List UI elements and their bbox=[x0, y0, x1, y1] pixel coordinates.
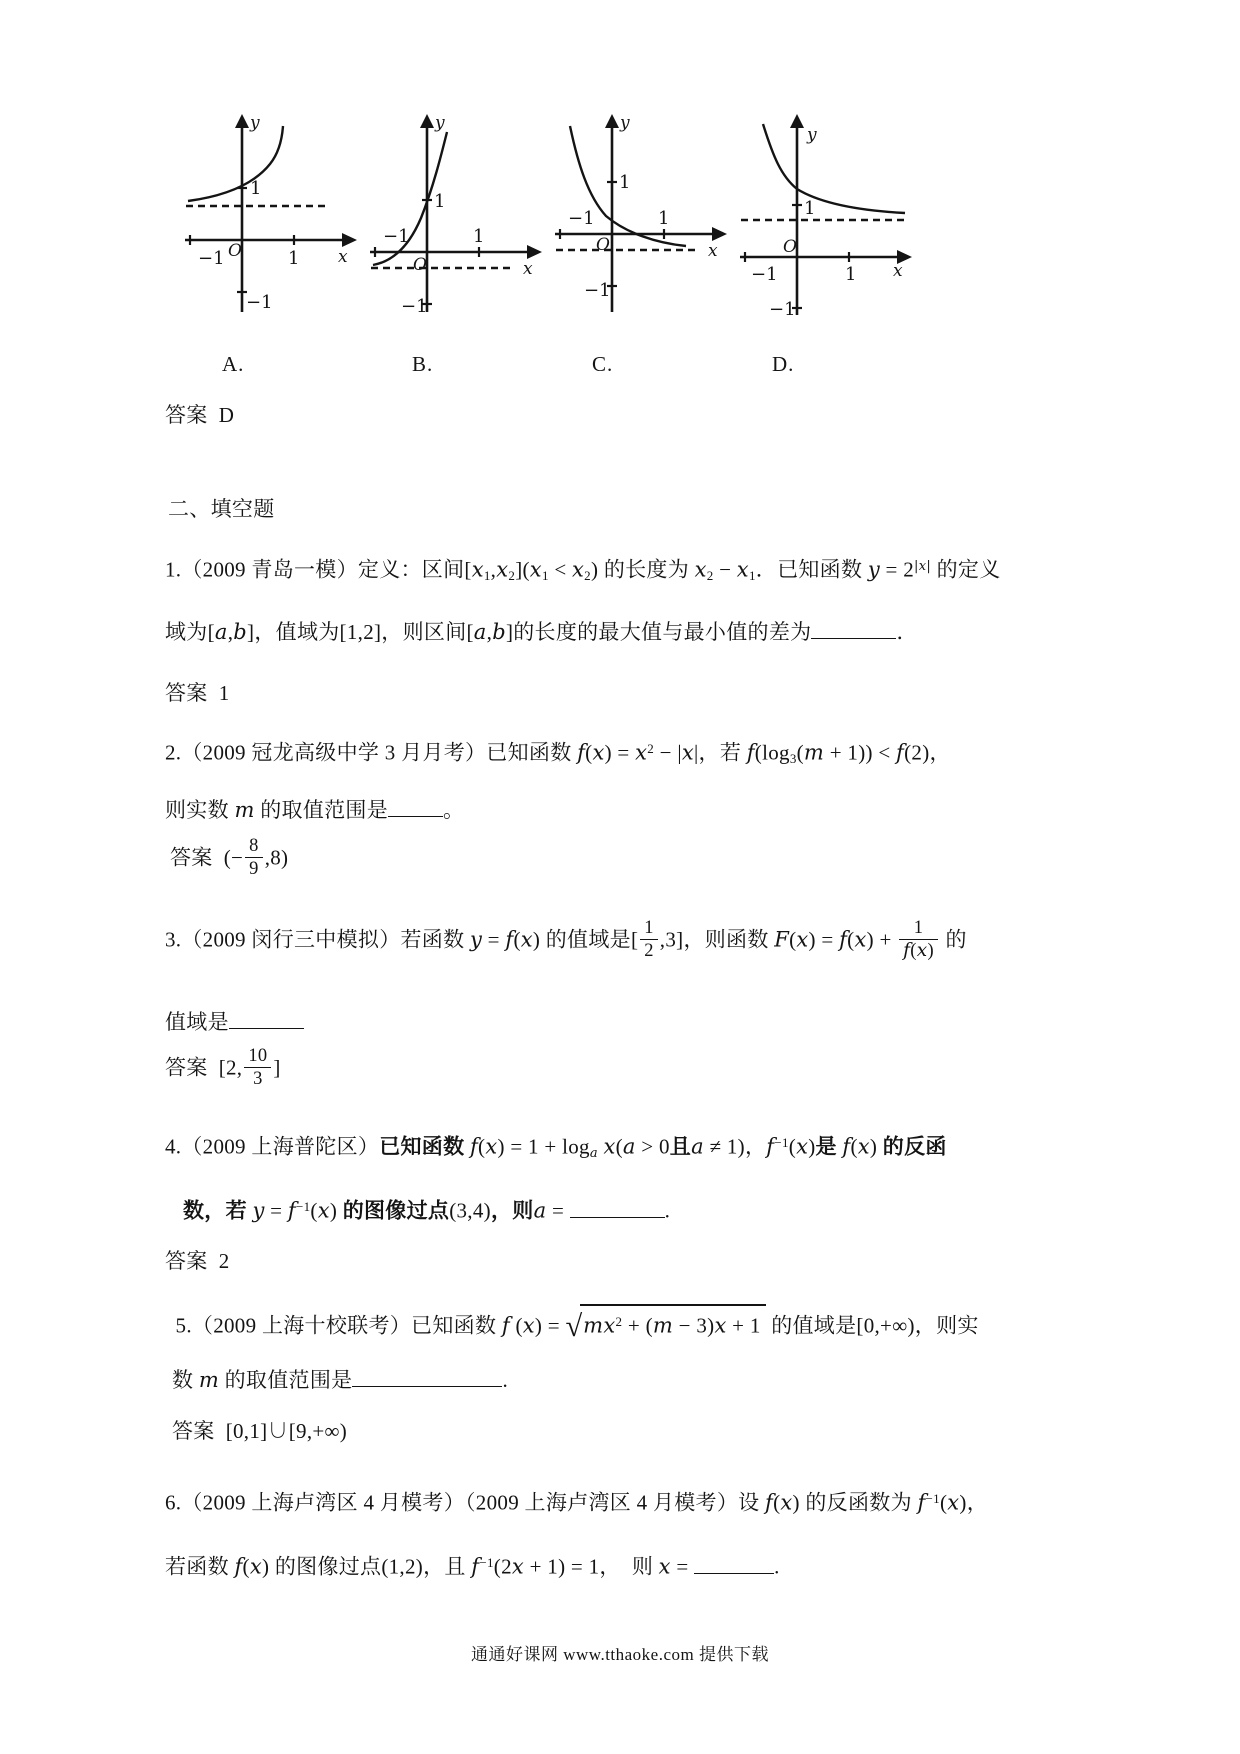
seg: (2 bbox=[493, 1554, 512, 1579]
seg bbox=[352, 1364, 502, 1387]
x-tick-1: 1 bbox=[658, 208, 670, 229]
seg: 的长度的最大值与最小值的差为 bbox=[513, 620, 812, 645]
answer-line-q1 bbox=[165, 678, 230, 708]
seg: ，则实 bbox=[914, 1313, 979, 1338]
seg: ) bbox=[869, 1134, 878, 1159]
seg: > 0 bbox=[635, 1134, 670, 1159]
seg: f bbox=[766, 1134, 775, 1159]
seg: 1 bbox=[913, 917, 924, 937]
seg: | bbox=[694, 740, 699, 765]
seg: |x| bbox=[914, 559, 932, 574]
y-axis-label: y bbox=[807, 125, 817, 145]
seg: [0,+∞) bbox=[856, 1313, 915, 1338]
seg: 答案 (− bbox=[170, 845, 244, 870]
seg: a bbox=[214, 620, 228, 645]
seg bbox=[565, 1304, 765, 1344]
answer-line-q4 bbox=[165, 1246, 230, 1276]
seg: 的反函 bbox=[877, 1134, 947, 1159]
seg: 答案 [0,1]∪[9,+∞) bbox=[172, 1419, 348, 1443]
seg: ) bbox=[959, 1490, 967, 1515]
seg: ( bbox=[615, 1134, 623, 1159]
seg: ( bbox=[509, 1313, 523, 1338]
seg: 1 bbox=[748, 567, 756, 583]
seg: ) bbox=[808, 1134, 816, 1159]
seg: ] bbox=[247, 620, 255, 645]
seg: m bbox=[234, 798, 255, 823]
seg: x bbox=[694, 557, 707, 582]
origin-label: O bbox=[596, 235, 610, 255]
seg: ) bbox=[590, 557, 604, 582]
seg: y bbox=[252, 1198, 265, 1223]
seg: ≠ 1) bbox=[703, 1134, 745, 1159]
seg: − | bbox=[654, 740, 682, 765]
question-5-line-1 bbox=[170, 1304, 979, 1344]
seg: ，若 bbox=[698, 740, 747, 765]
seg: ，值域为 bbox=[254, 620, 340, 645]
seg: b bbox=[492, 620, 506, 645]
seg: x bbox=[947, 1490, 960, 1515]
seg: ( bbox=[850, 1134, 858, 1159]
section-heading: 二、填空题 bbox=[168, 497, 275, 521]
seg: m bbox=[583, 1313, 604, 1338]
x-tick-1: 1 bbox=[845, 264, 857, 285]
y-tick-1: 1 bbox=[434, 191, 446, 212]
seg: ( bbox=[754, 740, 763, 765]
origin-label: O bbox=[783, 237, 797, 257]
seg: x bbox=[572, 557, 585, 582]
seg: ] bbox=[273, 1055, 281, 1080]
x-tick-neg1: −1 bbox=[568, 208, 595, 229]
seg: x bbox=[603, 1134, 616, 1159]
seg: ． bbox=[896, 620, 918, 645]
seg: [ bbox=[464, 557, 472, 582]
option-labels-row bbox=[0, 352, 1240, 382]
seg: 的图像过点 bbox=[269, 1554, 382, 1579]
seg: f bbox=[471, 1554, 480, 1579]
seg: a bbox=[589, 1145, 598, 1161]
seg: 5.（2009 上海十校联考）已知函数 bbox=[170, 1313, 502, 1338]
y-axis-label: y bbox=[435, 113, 445, 133]
seg: ) = bbox=[534, 1313, 566, 1338]
graph-option-c bbox=[550, 112, 730, 317]
seg: ( bbox=[773, 1490, 781, 1515]
graph-option-a bbox=[180, 112, 360, 317]
seg: = bbox=[482, 927, 506, 952]
seg: a bbox=[691, 1134, 704, 1159]
seg: − 3) bbox=[673, 1313, 715, 1338]
seg: −1 bbox=[925, 1491, 940, 1506]
seg: 已知函数 bbox=[379, 1134, 470, 1159]
seg: 2 bbox=[706, 567, 714, 583]
x-tick-1: 1 bbox=[288, 248, 300, 269]
seg: x bbox=[854, 927, 867, 952]
seg bbox=[244, 1068, 271, 1089]
y-axis-label: y bbox=[620, 113, 630, 133]
seg: log bbox=[762, 740, 790, 765]
seg: −1 bbox=[295, 1199, 311, 1214]
seg: ( bbox=[310, 1198, 318, 1223]
seg: ) + bbox=[866, 927, 898, 952]
seg: m bbox=[198, 1368, 220, 1393]
seg: x bbox=[796, 1134, 809, 1159]
seg: 的图像过点 bbox=[337, 1198, 450, 1223]
option-label-c: C. bbox=[592, 352, 614, 376]
seg: 2.（2009 冠龙高级中学 3 月月考）已知函数 bbox=[165, 740, 578, 765]
seg: ， bbox=[966, 1490, 989, 1515]
seg bbox=[570, 1194, 665, 1217]
seg: ) bbox=[792, 1490, 800, 1515]
seg: ( bbox=[910, 939, 917, 960]
seg: ,8) bbox=[264, 845, 289, 870]
seg: f bbox=[903, 939, 911, 961]
option-label-d: D. bbox=[772, 352, 795, 376]
origin-label: O bbox=[413, 255, 427, 275]
seg: [ bbox=[630, 927, 639, 952]
x-tick-1: 1 bbox=[473, 226, 485, 247]
seg: ( bbox=[242, 1554, 250, 1579]
seg: . bbox=[502, 1368, 508, 1393]
seg: 且 bbox=[669, 1134, 692, 1159]
seg: x bbox=[592, 740, 605, 765]
seg: 。 bbox=[443, 798, 465, 823]
seg: f bbox=[234, 1554, 243, 1579]
seg: ) = bbox=[808, 927, 840, 952]
seg bbox=[245, 836, 263, 879]
seg: ,3] bbox=[659, 927, 684, 952]
seg: f bbox=[917, 1490, 926, 1515]
y-tick-neg1: −1 bbox=[584, 280, 611, 301]
y-tick-1: 1 bbox=[250, 178, 262, 199]
x-tick-neg1: −1 bbox=[751, 264, 778, 285]
seg bbox=[229, 1006, 304, 1029]
seg: F bbox=[774, 927, 790, 952]
question-4-line-2 bbox=[183, 1192, 670, 1226]
seg: , bbox=[490, 557, 497, 582]
seg: [ bbox=[466, 620, 474, 645]
seg: ，且 bbox=[423, 1554, 472, 1579]
seg: 答案 [2, bbox=[165, 1055, 243, 1080]
seg: a bbox=[622, 1134, 636, 1159]
seg bbox=[811, 616, 896, 639]
seg: = bbox=[264, 1198, 288, 1223]
y-tick-1: 1 bbox=[619, 172, 631, 193]
seg: 2 bbox=[615, 1314, 623, 1329]
origin-label: O bbox=[228, 241, 242, 261]
seg bbox=[244, 1046, 271, 1089]
seg: x bbox=[485, 1134, 498, 1159]
seg: x bbox=[317, 1198, 330, 1223]
seg: ) bbox=[927, 939, 934, 960]
seg: ) = bbox=[604, 740, 636, 765]
seg: 1 bbox=[541, 567, 549, 583]
question-2-line-1 bbox=[165, 734, 951, 774]
seg: 1 bbox=[644, 917, 654, 937]
seg: 3.（2009 闵行三中模拟）若函数 bbox=[165, 927, 470, 952]
answer-line-q3 bbox=[165, 1045, 281, 1091]
seg: 则 bbox=[620, 1554, 659, 1579]
seg: ( bbox=[847, 927, 855, 952]
question-6-line-1 bbox=[165, 1484, 988, 1518]
question-2-line-2 bbox=[165, 794, 464, 825]
seg: ) bbox=[532, 927, 541, 952]
x-axis-label: x bbox=[893, 261, 903, 281]
seg: x bbox=[522, 1313, 535, 1338]
seg: 10 bbox=[248, 1045, 268, 1065]
seg: ( bbox=[796, 740, 804, 765]
seg: 6.（2009 上海卢湾区 4 月模考）（2009 上海卢湾区 4 月模考）设 bbox=[165, 1490, 765, 1515]
seg: a bbox=[473, 620, 487, 645]
function-curve bbox=[188, 126, 283, 201]
answer-line-q2 bbox=[170, 835, 289, 881]
seg: 的反函数为 bbox=[799, 1490, 918, 1515]
seg: y bbox=[469, 927, 483, 952]
seg bbox=[580, 1304, 766, 1341]
seg: ( bbox=[585, 740, 593, 765]
seg: ，则区间 bbox=[381, 620, 467, 645]
seg: m bbox=[803, 740, 825, 765]
seg: 则实数 bbox=[165, 798, 235, 823]
seg bbox=[245, 858, 263, 879]
y-tick-neg1: −1 bbox=[401, 296, 428, 317]
seg: b bbox=[233, 620, 248, 645]
seg: f bbox=[287, 1198, 296, 1223]
seg: + ( bbox=[622, 1313, 653, 1338]
seg: 1.（2009 青岛一模）定义：区间 bbox=[165, 557, 465, 582]
seg: [1,2] bbox=[339, 620, 382, 645]
seg: ( bbox=[788, 1134, 797, 1159]
seg: x bbox=[681, 740, 695, 765]
seg: ( bbox=[939, 1490, 948, 1515]
seg: + 1) = 1， bbox=[524, 1554, 621, 1579]
seg: x bbox=[249, 1554, 262, 1579]
question-1-line-1 bbox=[165, 552, 1001, 591]
seg bbox=[388, 794, 443, 817]
seg bbox=[899, 918, 938, 940]
seg: 的 bbox=[939, 927, 967, 952]
seg: f bbox=[501, 1313, 510, 1338]
seg: 答案 2 bbox=[165, 1249, 230, 1273]
graph-option-b bbox=[365, 112, 545, 317]
seg: = bbox=[670, 1554, 695, 1579]
seg: 9 bbox=[249, 857, 259, 878]
x-axis-label: x bbox=[708, 241, 718, 261]
seg: f bbox=[746, 740, 755, 765]
question-1-line-2 bbox=[165, 616, 918, 647]
seg: f bbox=[577, 740, 586, 765]
y-tick-1: 1 bbox=[804, 198, 816, 219]
seg: −1 bbox=[479, 1555, 494, 1570]
seg: x bbox=[916, 939, 928, 961]
seg: 的长度为 bbox=[603, 557, 695, 582]
seg: f bbox=[469, 1134, 479, 1159]
mc-answer-line bbox=[165, 400, 234, 430]
option-label-b: B. bbox=[412, 352, 434, 376]
seg: = 2 bbox=[880, 557, 915, 582]
seg: (1,2) bbox=[381, 1554, 424, 1579]
seg: (3,4) bbox=[449, 1198, 491, 1223]
seg: f bbox=[765, 1490, 774, 1515]
seg: + 1 bbox=[824, 740, 859, 765]
seg: x bbox=[796, 927, 809, 952]
seg: −1 bbox=[774, 1135, 789, 1150]
seg: ] bbox=[515, 557, 523, 582]
seg: 1 bbox=[483, 567, 491, 583]
seg: √ bbox=[565, 1309, 581, 1344]
seg: f bbox=[505, 927, 514, 952]
seg: 8 bbox=[249, 835, 259, 855]
x-axis-label: x bbox=[338, 247, 348, 267]
seg: ( bbox=[522, 557, 530, 582]
seg: f bbox=[842, 1134, 851, 1159]
seg: a bbox=[533, 1198, 547, 1223]
seg: x bbox=[520, 927, 533, 952]
seg: f bbox=[896, 740, 905, 765]
seg: ) bbox=[329, 1198, 338, 1223]
seg: 3 bbox=[253, 1067, 263, 1088]
seg: [ bbox=[207, 620, 215, 645]
seg: x bbox=[736, 557, 749, 582]
seg: ， bbox=[744, 1134, 767, 1159]
seg bbox=[899, 918, 938, 961]
seg bbox=[640, 918, 658, 961]
seg: ，则函数 bbox=[683, 927, 775, 952]
function-curve bbox=[763, 124, 905, 213]
x-axis-label: x bbox=[523, 259, 533, 279]
seg: 2 bbox=[584, 567, 591, 583]
seg: x bbox=[714, 1313, 727, 1338]
seg: 2 bbox=[508, 567, 516, 583]
footer-download-note: 通通好课网 www.tthaoke.com 提供下载 bbox=[470, 1645, 770, 1664]
seg: 3 bbox=[789, 750, 797, 766]
question-4-line-1 bbox=[165, 1128, 947, 1169]
seg: 的取值范围是 bbox=[219, 1368, 353, 1393]
seg: ．已知函数 bbox=[755, 557, 868, 582]
seg bbox=[245, 836, 263, 858]
answer-line-q5 bbox=[172, 1416, 347, 1446]
seg: x bbox=[529, 557, 542, 582]
x-tick-neg1: −1 bbox=[383, 226, 410, 247]
y-tick-neg1: −1 bbox=[769, 299, 796, 317]
seg bbox=[640, 918, 658, 940]
seg: 若函数 bbox=[165, 1554, 235, 1579]
seg: 数 bbox=[172, 1368, 199, 1393]
seg: x bbox=[635, 740, 648, 765]
seg: 的值域是 bbox=[540, 927, 631, 952]
seg: 是 bbox=[815, 1134, 843, 1159]
seg: + 1 bbox=[726, 1313, 761, 1338]
seg: 答案 D bbox=[165, 403, 235, 427]
seg: x bbox=[471, 557, 484, 582]
seg: 的定义 bbox=[931, 557, 1001, 582]
seg: x bbox=[780, 1490, 793, 1515]
seg: 的取值范围是 bbox=[254, 798, 389, 823]
seg: ( bbox=[789, 927, 797, 952]
seg bbox=[694, 1550, 774, 1573]
seg: 2 bbox=[644, 939, 654, 960]
seg: < bbox=[548, 557, 573, 582]
seg bbox=[899, 940, 938, 961]
seg: , bbox=[227, 620, 234, 645]
seg: 的值域是 bbox=[765, 1313, 857, 1338]
seg: − bbox=[713, 557, 737, 582]
seg: ，则 bbox=[490, 1198, 534, 1223]
seg: x bbox=[496, 557, 509, 582]
seg: ) bbox=[261, 1554, 270, 1579]
seg: ) < bbox=[865, 740, 897, 765]
seg: f bbox=[839, 927, 848, 952]
seg: 4.（2009 上海普陀区） bbox=[165, 1134, 380, 1159]
seg: x bbox=[603, 1313, 616, 1338]
seg: y bbox=[867, 557, 880, 582]
seg: ( bbox=[513, 927, 521, 952]
seg: x bbox=[658, 1554, 671, 1579]
question-5-line-2 bbox=[172, 1364, 508, 1395]
seg: ( bbox=[478, 1134, 486, 1159]
question-6-line-2 bbox=[165, 1548, 780, 1582]
seg: x bbox=[857, 1134, 870, 1159]
question-3-line-1 bbox=[165, 917, 967, 963]
seg: ] bbox=[505, 620, 514, 645]
seg: ) bbox=[858, 740, 866, 765]
seg: 域为 bbox=[165, 620, 208, 645]
seg bbox=[244, 1046, 271, 1068]
seg: 值域是 bbox=[165, 1010, 229, 1035]
x-tick-neg1: −1 bbox=[198, 248, 225, 269]
seg: (2) bbox=[904, 740, 930, 765]
seg: . bbox=[774, 1554, 780, 1579]
question-3-line-2 bbox=[165, 1006, 304, 1037]
y-axis-label: y bbox=[250, 113, 260, 133]
seg: , bbox=[486, 620, 493, 645]
graph-option-d bbox=[735, 112, 915, 317]
seg: 2 bbox=[647, 741, 655, 756]
seg: ) = 1 + log bbox=[497, 1134, 590, 1159]
y-tick-neg1: −1 bbox=[246, 292, 273, 313]
option-label-a: A. bbox=[222, 352, 245, 376]
seg: x bbox=[511, 1554, 525, 1579]
seg: 数，若 bbox=[183, 1198, 253, 1223]
seg: = bbox=[546, 1198, 570, 1223]
seg: . bbox=[664, 1198, 671, 1223]
seg: ， bbox=[929, 740, 951, 765]
seg bbox=[640, 940, 658, 961]
seg: 答案 1 bbox=[165, 681, 230, 705]
seg: m bbox=[652, 1313, 674, 1338]
